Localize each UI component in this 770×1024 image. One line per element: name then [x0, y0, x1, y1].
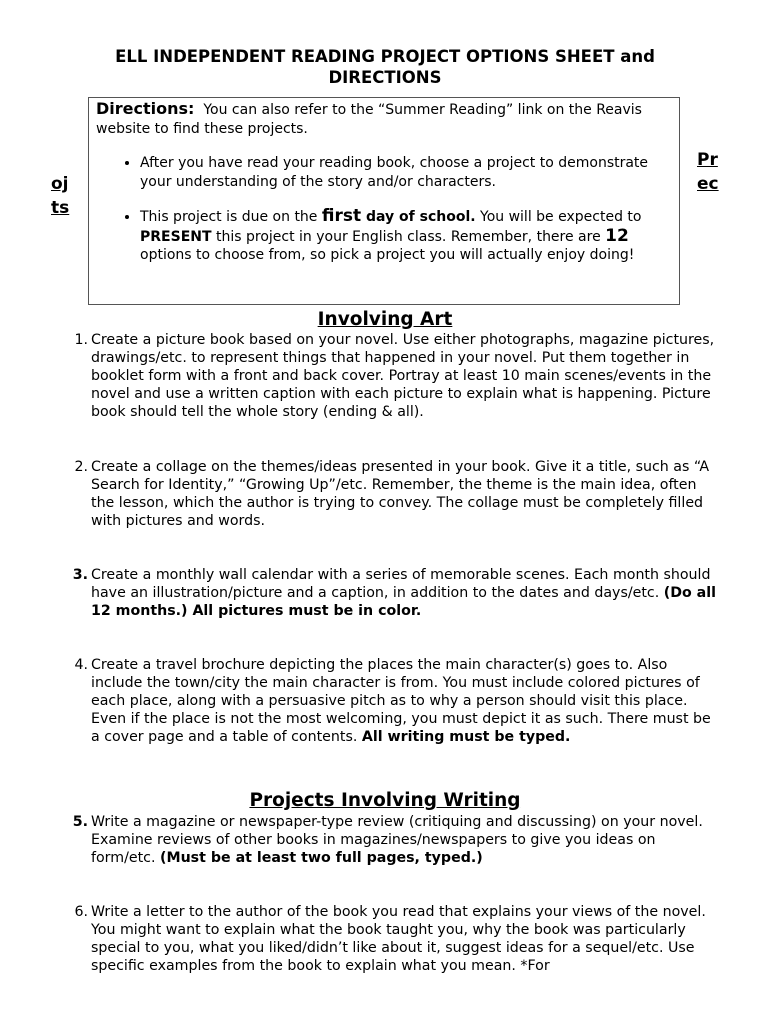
- item-text: Write a letter to the author of the book you read that explains your views of the novel. You might want to explain what the book taught you, why the book was particularly special to you, what you liked/didn’t like about it, suggest ideas for a sequel/etc. Use specific examples from the book to explain what you mean. *For: [91, 904, 706, 975]
- directions-box: [88, 97, 680, 305]
- item-number: 6.: [74, 904, 88, 920]
- side-fragment-left-2: ts: [51, 198, 70, 218]
- item-text: Create a picture book based on your novel. Use either photographs, magazine pictures, drawings/etc. to represent things that happened in your novel. Put them together in booklet form with a front and back cover. Portray at least 10 main scenes/events in the novel and use a written caption with each picture to explain what is happening. Picture book should tell the whole story (ending & all).: [91, 332, 715, 421]
- section-heading-art: Involving Art: [317, 309, 453, 330]
- list-item: [60, 813, 720, 867]
- item-emphasis: (Must be at least two full pages, typed.): [159, 850, 483, 867]
- list-item: [60, 656, 720, 746]
- item-text: Write a magazine or newspaper-type review (critiquing and discussing) on your novel. Examine reviews of other books in magazines/newspapers to give you ideas on form/etc. (Must be at least two full pages, typed.): [91, 814, 703, 867]
- list-item: [60, 458, 720, 530]
- side-fragment-left: [51, 172, 69, 220]
- page-title: ELL INDEPENDENT READING PROJECT OPTIONS SHEET and DIRECTIONS: [115, 47, 655, 87]
- side-fragment-right: [697, 148, 719, 196]
- section-heading-writing: Projects Involving Writing: [249, 790, 521, 811]
- directions-label: Directions:: [96, 99, 195, 118]
- side-fragment-right-2: ec: [697, 174, 719, 194]
- list-item: [60, 331, 720, 421]
- list-item: [60, 566, 720, 620]
- side-fragment-left-1: oj: [51, 174, 69, 194]
- item-text: Create a monthly wall calendar with a series of memorable scenes. Each month should have an illustration/picture and a caption, in addition to the dates and days/etc. (Do all 12 months.) All pictures must be in color.: [91, 567, 716, 620]
- side-fragment-right-1: Pr: [697, 150, 718, 170]
- item-number: 3.: [72, 567, 88, 583]
- item-emphasis: (Do all 12 months.) All pictures must be in color.: [91, 585, 716, 620]
- directions-intro-text: You can also refer to the “Summer Reading” link on the Reavis website to find these projects.: [96, 102, 642, 137]
- item-text: Create a collage on the themes/ideas presented in your book. Give it a title, such as “A Search for Identity,” “Growing Up”/etc. Remember, the theme is the main idea, often the lesson, which the author is trying to convey. The collage must be completely filled with pictures and words.: [91, 459, 710, 530]
- item-text: Create a travel brochure depicting the places the main character(s) goes to. Also include the town/city the main character is from. You must include colored pictures of each place, along with a persuasive pitch as to why a person should visit this place. Even if the place is not the most welcoming, you must depict it as such. There must be a cover page and a table of contents. All writing must be typed.: [91, 657, 711, 746]
- item-number: 1.: [74, 332, 88, 348]
- item-emphasis: All writing must be typed.: [361, 729, 571, 746]
- item-number: 4.: [74, 657, 88, 673]
- directions-list: [96, 154, 673, 265]
- list-item: [60, 903, 720, 975]
- directions-bullet: • After you have read your reading book, choose a project to demonstrate your understanding of the story and/or characters.: [140, 154, 673, 191]
- emphasis-first: first: [321, 206, 362, 226]
- directions-bullet: • This project is due on the first day of school. You will be expected to PRESENT this project in your English class. Remember, there are 12 options to choose from, so pick a project you will actually enjoy doing!: [140, 207, 673, 265]
- item-number: 2.: [74, 459, 88, 475]
- directions-intro: [96, 100, 673, 138]
- emphasis-present: PRESENT: [140, 228, 212, 245]
- emphasis-twelve: 12: [605, 225, 629, 246]
- item-number: 5.: [72, 814, 88, 830]
